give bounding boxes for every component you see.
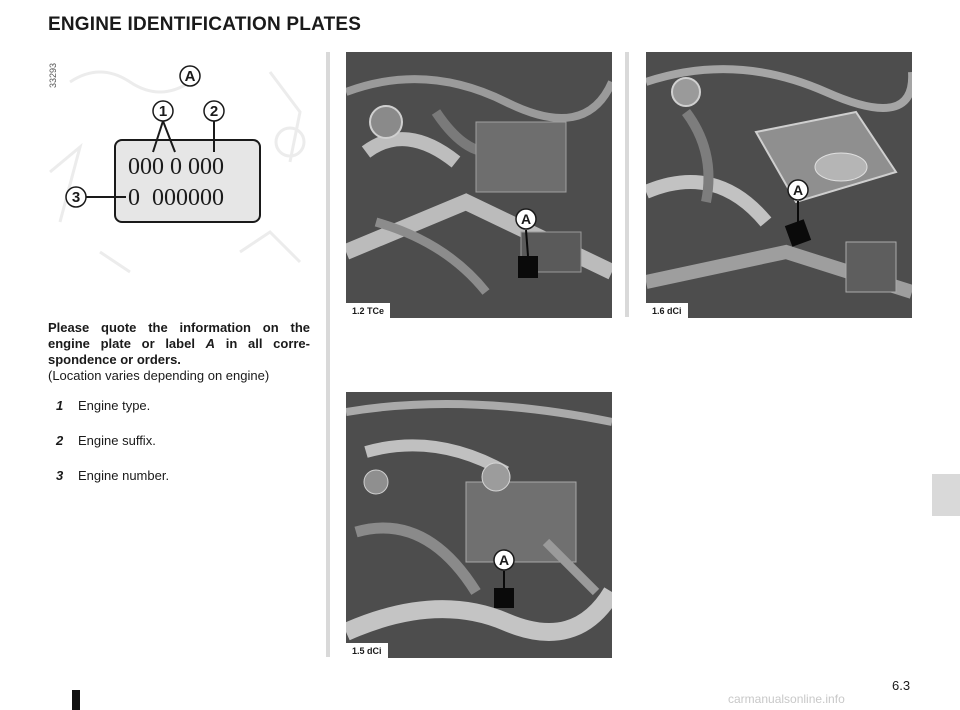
photo-marker-a: A	[792, 182, 804, 198]
callout-3: 3	[71, 189, 81, 206]
location-note: (Location varies depending on engine)	[48, 368, 270, 383]
engine-label: 1.5 dCi	[346, 643, 388, 658]
chapter-tab	[932, 474, 960, 516]
label-location-marker	[494, 588, 514, 608]
legend-number: 1	[56, 398, 64, 413]
photo-marker-a: A	[520, 211, 532, 227]
figure-code: 33293	[48, 62, 58, 88]
legend-text: Engine suffix.	[78, 433, 156, 448]
description	[48, 320, 310, 503]
engine-plate-figure	[40, 52, 330, 302]
page-title: ENGINE IDENTIFICATION PLATES	[48, 14, 362, 35]
legend-number: 2	[56, 433, 64, 448]
corner-mark	[72, 690, 80, 710]
instruction-text	[48, 320, 310, 368]
page-number: 6.3	[892, 678, 911, 693]
engine-photo-1-6-dci	[646, 52, 912, 318]
callout-2: 2	[209, 103, 219, 120]
callout-1: 1	[158, 103, 168, 120]
photo-marker-a: A	[498, 552, 510, 568]
engine-bay-illustration	[646, 52, 912, 318]
legend-list	[48, 398, 310, 484]
label-location-marker	[518, 256, 538, 278]
plate-line-1: 000 0 000	[128, 154, 224, 180]
instruction-main: Please quote the information on the engine plate or label	[48, 320, 310, 351]
engine-photo-1-5-dci	[346, 392, 612, 658]
legend-item	[48, 398, 310, 414]
engine-photo-1-2-tce	[346, 52, 612, 318]
legend-item	[48, 468, 310, 484]
column-divider-right	[625, 52, 629, 317]
engine-bay-illustration	[346, 52, 612, 318]
legend-number: 3	[56, 468, 64, 483]
engine-label: 1.2 TCe	[346, 303, 390, 318]
column-divider-left	[326, 52, 330, 657]
engine-plate-diagram	[40, 52, 330, 302]
label-a: A	[184, 68, 196, 85]
instruction-end: in all corre-spondence or orders.	[48, 336, 310, 367]
engine-bay-illustration	[346, 392, 612, 658]
plate-line-2: 0 000000	[128, 185, 224, 211]
legend-text: Engine type.	[78, 398, 151, 413]
watermark: carmanualsonline.info	[728, 692, 845, 706]
engine-label: 1.6 dCi	[646, 303, 688, 318]
legend-item	[48, 433, 310, 449]
instruction-label-ref: A	[205, 336, 216, 351]
legend-text: Engine number.	[78, 468, 170, 483]
